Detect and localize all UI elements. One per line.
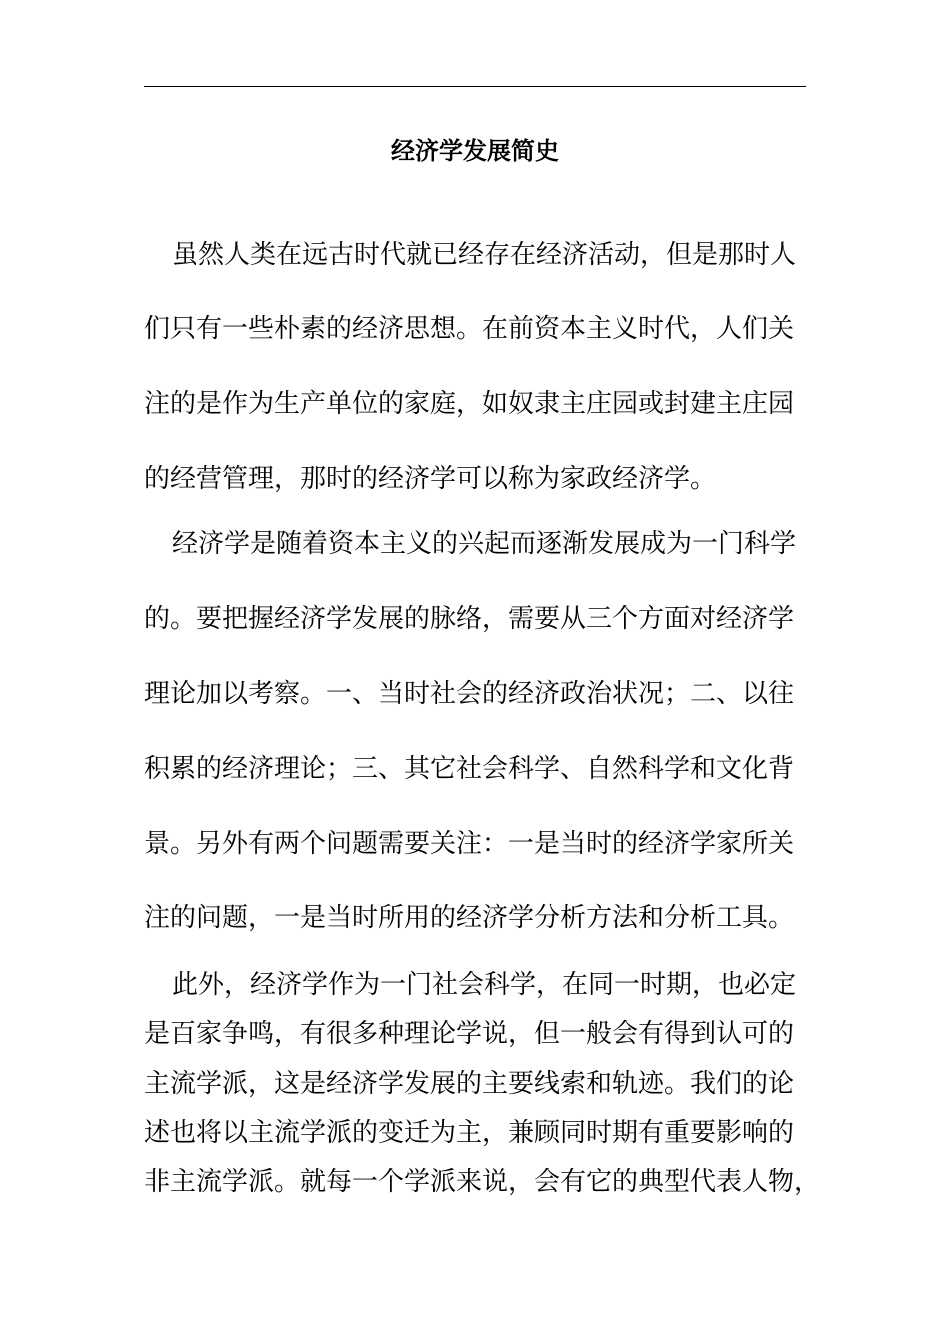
paragraph-3-line-1: 此外，经济学作为一门社会科学，在同一时期，也必定: [172, 970, 797, 1000]
paragraph-1-line-3: 注的是作为生产单位的家庭，如奴隶主庄园或封建主庄园: [144, 389, 795, 419]
paragraph-2-line-6: 注的问题，一是当时所用的经济学分析方法和分析工具。: [144, 903, 795, 933]
paragraph-3-line-4: 述也将以主流学派的变迁为主，兼顾同时期有重要影响的: [144, 1118, 795, 1148]
paragraph-1-line-1: 虽然人类在远古时代就已经存在经济活动，但是那时人: [172, 240, 797, 270]
header-rule: [144, 86, 806, 87]
paragraph-3-line-2: 是百家争鸣，有很多种理论学说，但一般会有得到认可的: [144, 1019, 795, 1049]
document-title: 经济学发展简史: [391, 137, 559, 165]
paragraph-1-line-2: 们只有一些朴素的经济思想。在前资本主义时代，人们关: [144, 314, 795, 344]
paragraph-3-line-3: 主流学派，这是经济学发展的主要线索和轨迹。我们的论: [144, 1069, 795, 1099]
paragraph-2-line-3: 理论加以考察。一、当时社会的经济政治状况；二、以往: [144, 679, 795, 709]
paragraph-2-line-2: 的。要把握经济学发展的脉络，需要从三个方面对经济学: [144, 604, 795, 634]
paragraph-2-line-5: 景。另外有两个问题需要关注：一是当时的经济学家所关: [144, 829, 795, 859]
paragraph-1-line-4: 的经营管理，那时的经济学可以称为家政经济学。: [144, 464, 717, 494]
paragraph-2-line-1: 经济学是随着资本主义的兴起而逐渐发展成为一门科学: [172, 529, 797, 559]
paragraph-2-line-4: 积累的经济理论；三、其它社会科学、自然科学和文化背: [144, 754, 795, 784]
paragraph-3-line-5: 非主流学派。就每一个学派来说，会有它的典型代表人物，: [144, 1167, 821, 1197]
